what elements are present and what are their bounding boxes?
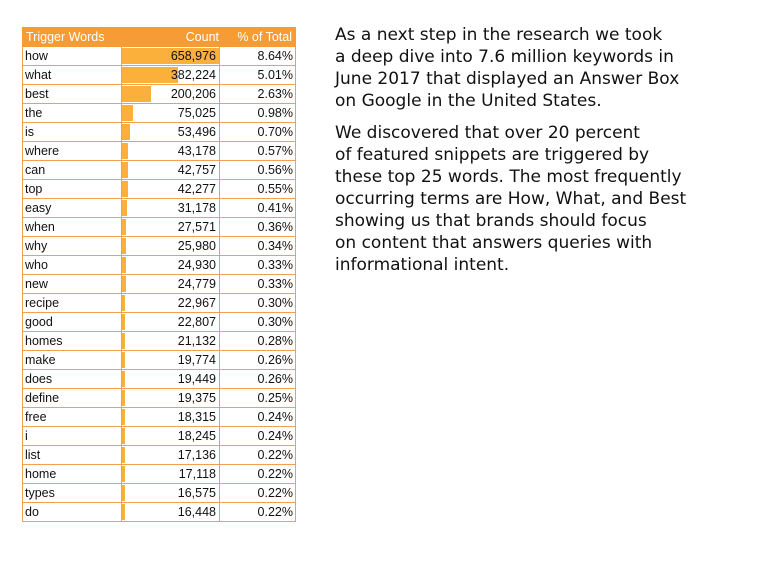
table-row (23, 503, 296, 522)
text-line: these top 25 words. The most frequently (335, 167, 682, 187)
count-cell (122, 237, 220, 256)
count-cell (122, 503, 220, 522)
percent-of-total-cell: 8.64% (220, 47, 296, 66)
trigger-word-cell: how (23, 47, 122, 66)
percent-of-total-cell: 0.28% (220, 332, 296, 351)
count-cell (122, 484, 220, 503)
count-cell (122, 408, 220, 427)
trigger-word-cell: make (23, 351, 122, 370)
trigger-word-cell: is (23, 123, 122, 142)
trigger-word-cell: good (23, 313, 122, 332)
trigger-word-cell: home (23, 465, 122, 484)
count-cell (122, 123, 220, 142)
trigger-word-cell: homes (23, 332, 122, 351)
trigger-word-cell: what (23, 66, 122, 85)
count-data-bar (122, 238, 126, 254)
percent-of-total-cell: 0.26% (220, 370, 296, 389)
column-header-percent-of-total: % of Total (220, 28, 296, 47)
table-row (23, 199, 296, 218)
table-row (23, 161, 296, 180)
count-value: 53,496 (177, 125, 216, 139)
count-cell (122, 275, 220, 294)
percent-of-total-cell: 0.22% (220, 484, 296, 503)
count-cell (122, 218, 220, 237)
percent-of-total-cell: 0.30% (220, 313, 296, 332)
trigger-word-cell: when (23, 218, 122, 237)
count-value: 22,967 (177, 296, 216, 310)
table-row (23, 332, 296, 351)
percent-of-total-cell: 0.70% (220, 123, 296, 142)
table-row (23, 275, 296, 294)
percent-of-total-cell: 0.24% (220, 427, 296, 446)
percent-of-total-cell: 0.57% (220, 142, 296, 161)
table-row (23, 351, 296, 370)
count-value: 19,449 (177, 372, 216, 386)
count-cell (122, 465, 220, 484)
table-row (23, 142, 296, 161)
count-data-bar (122, 105, 133, 121)
count-data-bar (122, 295, 125, 311)
count-value: 25,980 (177, 239, 216, 253)
table-row (23, 123, 296, 142)
percent-of-total-cell: 5.01% (220, 66, 296, 85)
trigger-word-cell: does (23, 370, 122, 389)
paragraph-research-step (335, 24, 745, 112)
count-value: 16,575 (177, 486, 216, 500)
count-cell (122, 66, 220, 85)
count-cell (122, 294, 220, 313)
count-data-bar (122, 200, 127, 216)
count-value: 75,025 (177, 106, 216, 120)
description-text (335, 24, 745, 286)
count-value: 19,375 (177, 391, 216, 405)
table-row (23, 370, 296, 389)
table-row (23, 294, 296, 313)
table-row (23, 237, 296, 256)
count-value: 42,757 (177, 163, 216, 177)
count-cell (122, 47, 220, 66)
table-row (23, 313, 296, 332)
table-row (23, 47, 296, 66)
percent-of-total-cell: 0.56% (220, 161, 296, 180)
trigger-word-cell: list (23, 446, 122, 465)
count-data-bar (122, 390, 125, 406)
count-value: 27,571 (177, 220, 216, 234)
table-row (23, 408, 296, 427)
count-value: 200,206 (170, 87, 216, 101)
text-line: on content that answers queries with (335, 233, 653, 253)
percent-of-total-cell: 0.30% (220, 294, 296, 313)
count-data-bar (122, 276, 126, 292)
text-line: a deep dive into 7.6 million keywords in (335, 47, 674, 67)
count-value: 19,774 (177, 353, 216, 367)
count-data-bar (122, 257, 126, 273)
count-data-bar (122, 86, 151, 102)
count-data-bar (122, 428, 125, 444)
count-cell (122, 313, 220, 332)
count-data-bar (122, 162, 128, 178)
table-row (23, 85, 296, 104)
count-data-bar (122, 447, 125, 463)
count-data-bar (122, 314, 125, 330)
count-value: 24,779 (177, 277, 216, 291)
count-data-bar (122, 485, 125, 501)
count-data-bar (122, 219, 126, 235)
count-cell (122, 142, 220, 161)
count-value: 22,807 (177, 315, 216, 329)
count-data-bar (122, 409, 125, 425)
trigger-word-cell: types (23, 484, 122, 503)
column-header-count: Count (122, 28, 220, 47)
text-line: We discovered that over 20 percent (335, 123, 640, 143)
trigger-word-cell: do (23, 503, 122, 522)
trigger-word-cell: where (23, 142, 122, 161)
count-data-bar (122, 67, 178, 83)
table-row (23, 104, 296, 123)
text-line: June 2017 that displayed an Answer Box (335, 69, 680, 89)
count-value: 16,448 (177, 505, 216, 519)
count-cell (122, 351, 220, 370)
count-cell (122, 85, 220, 104)
paragraph-findings (335, 122, 745, 276)
count-data-bar (122, 466, 125, 482)
count-value: 43,178 (177, 144, 216, 158)
count-data-bar (122, 333, 125, 349)
table-row (23, 446, 296, 465)
percent-of-total-cell: 0.98% (220, 104, 296, 123)
text-line: informational intent. (335, 255, 510, 275)
trigger-word-cell: why (23, 237, 122, 256)
trigger-word-cell: define (23, 389, 122, 408)
count-value: 658,976 (170, 49, 216, 63)
count-cell (122, 332, 220, 351)
table-row (23, 465, 296, 484)
count-data-bar (122, 352, 125, 368)
table-row (23, 256, 296, 275)
percent-of-total-cell: 0.33% (220, 256, 296, 275)
count-cell (122, 446, 220, 465)
percent-of-total-cell: 0.34% (220, 237, 296, 256)
trigger-word-cell: free (23, 408, 122, 427)
trigger-word-cell: can (23, 161, 122, 180)
trigger-word-cell: i (23, 427, 122, 446)
count-cell (122, 370, 220, 389)
trigger-word-cell: who (23, 256, 122, 275)
count-value: 24,930 (177, 258, 216, 272)
percent-of-total-cell: 0.55% (220, 180, 296, 199)
count-cell (122, 180, 220, 199)
count-cell (122, 161, 220, 180)
table-body (23, 47, 296, 522)
trigger-word-cell: easy (23, 199, 122, 218)
count-cell (122, 104, 220, 123)
percent-of-total-cell: 0.25% (220, 389, 296, 408)
count-cell (122, 256, 220, 275)
text-line: showing us that brands should focus (335, 211, 647, 231)
count-data-bar (122, 504, 125, 520)
trigger-words-table (22, 27, 296, 522)
trigger-words-table-container (22, 27, 296, 522)
count-value: 17,136 (177, 448, 216, 462)
count-value: 18,315 (177, 410, 216, 424)
count-cell (122, 389, 220, 408)
table-row (23, 427, 296, 446)
column-header-trigger-words: Trigger Words (23, 28, 122, 47)
trigger-word-cell: the (23, 104, 122, 123)
text-line: occurring terms are How, What, and Best (335, 189, 687, 209)
table-row (23, 484, 296, 503)
trigger-word-cell: best (23, 85, 122, 104)
percent-of-total-cell: 0.22% (220, 503, 296, 522)
count-value: 382,224 (170, 68, 216, 82)
trigger-word-cell: new (23, 275, 122, 294)
text-line: As a next step in the research we took (335, 25, 663, 45)
trigger-word-cell: recipe (23, 294, 122, 313)
percent-of-total-cell: 0.36% (220, 218, 296, 237)
percent-of-total-cell: 0.22% (220, 446, 296, 465)
table-row (23, 218, 296, 237)
percent-of-total-cell: 0.24% (220, 408, 296, 427)
count-value: 18,245 (177, 429, 216, 443)
count-value: 42,277 (177, 182, 216, 196)
trigger-word-cell: top (23, 180, 122, 199)
count-data-bar (122, 143, 128, 159)
table-row (23, 180, 296, 199)
percent-of-total-cell: 0.41% (220, 199, 296, 218)
count-value: 17,118 (178, 467, 216, 481)
percent-of-total-cell: 0.33% (220, 275, 296, 294)
text-line: of featured snippets are triggered by (335, 145, 650, 165)
count-cell (122, 199, 220, 218)
percent-of-total-cell: 0.22% (220, 465, 296, 484)
text-line: on Google in the United States. (335, 91, 602, 111)
percent-of-total-cell: 0.26% (220, 351, 296, 370)
count-data-bar (122, 124, 130, 140)
count-cell (122, 427, 220, 446)
count-value: 31,178 (177, 201, 216, 215)
count-value: 21,132 (177, 334, 216, 348)
table-row (23, 66, 296, 85)
percent-of-total-cell: 2.63% (220, 85, 296, 104)
table-row (23, 389, 296, 408)
count-data-bar (122, 181, 128, 197)
count-data-bar (122, 371, 125, 387)
table-header-row (23, 28, 296, 47)
